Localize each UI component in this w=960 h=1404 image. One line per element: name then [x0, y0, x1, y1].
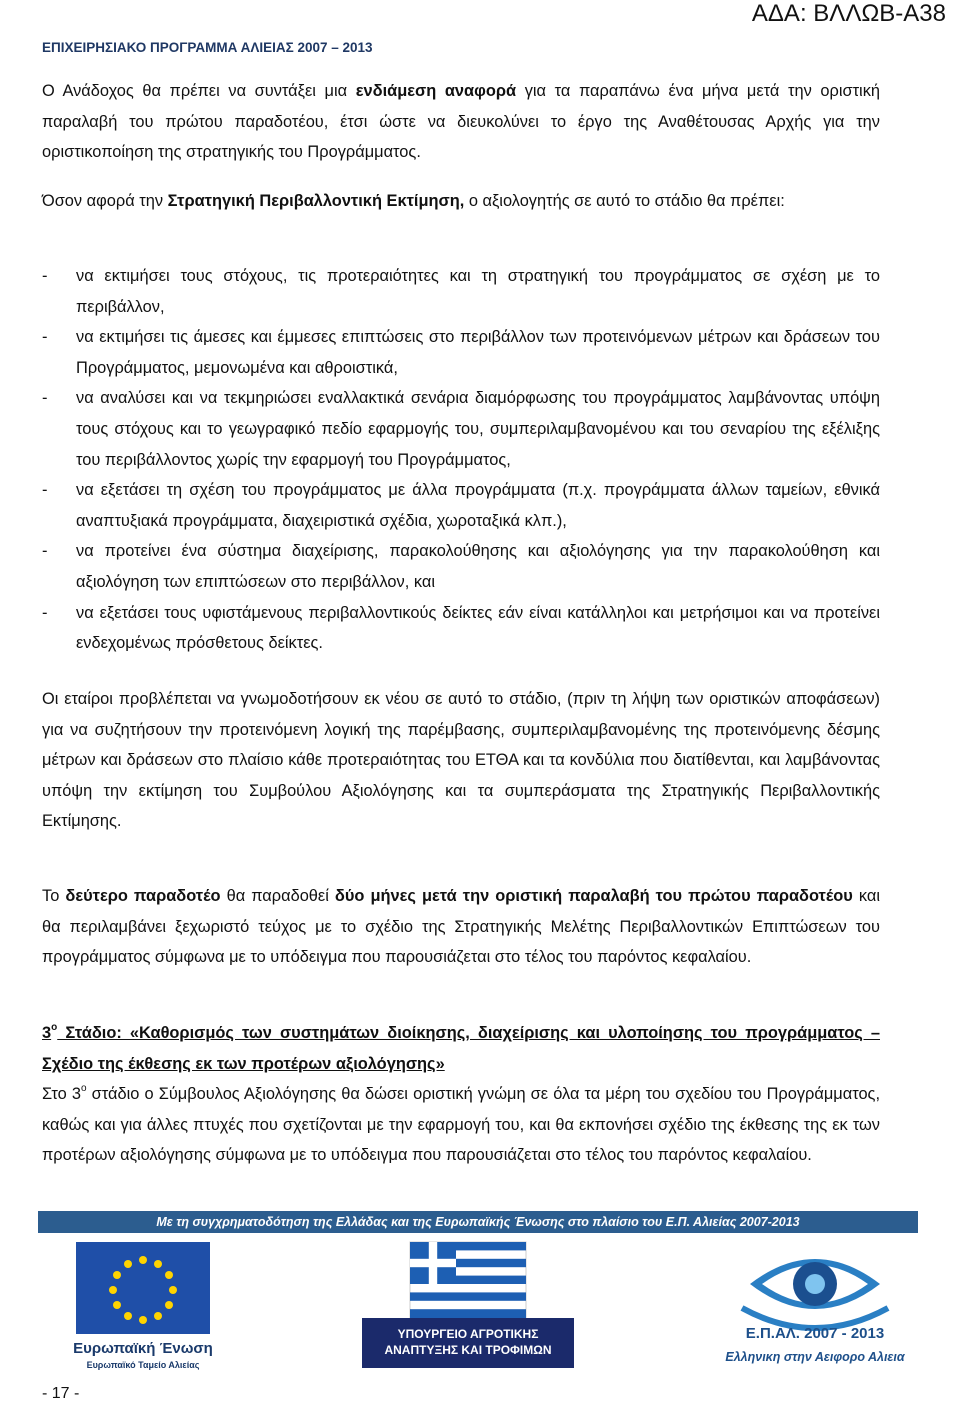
- stage-number-sup: ο: [51, 1022, 58, 1033]
- list-item-text: να εκτιμήσει τους στόχους, τις προτεραιότητες και τη στρατηγική του προγράμματος σε σχέση με το περιβάλλον,: [76, 267, 880, 316]
- bullet-dash: -: [42, 542, 48, 561]
- paragraph-text: Στο 3: [42, 1085, 81, 1103]
- bullet-dash: -: [42, 389, 48, 408]
- page-number: - 17 -: [42, 1385, 80, 1402]
- eu-logo-title: Ευρωπαϊκή Ένωση: [73, 1340, 213, 1357]
- epal-subtitle: Ελληνικη στην Αειφορο Αλιεια: [725, 1350, 905, 1364]
- bullet-dash: -: [42, 481, 48, 500]
- stage-number: 3: [42, 1024, 52, 1042]
- epal-title: Ε.Π.ΑΛ. 2007 - 2013: [745, 1325, 885, 1342]
- ministry-label: [362, 1318, 574, 1368]
- paragraph-text: για τα παραπάνω ένα μήνα μετά την οριστική παραλαβή του πρώτου παραδοτέου, έτσι ώστε να διευκολύνει το έργο της Αναθέτουσας Αρχής για την οριστικοποίηση της στρατηγικής του Προγράμματος.: [42, 82, 881, 162]
- paragraph-partners: Οι εταίροι προβλέπεται να γνωμοδοτήσουν εκ νέου σε αυτό το στάδιο, (πριν τη λήψη των οριστικών αποφάσεων) για να συζητήσουν την προτεινόμενη λογική της παρέμβασης, συμπεριλαμβανομένης της προτεινόμενης δέσμης μέτρων και δράσεων στο πλαίσιο κάθε προτεραιότητας του ΕΤΘΑ και τα κονδύλια που διατίθενται, και λαμβάνοντας υπόψη την εκτίμηση του Συμβούλου Αξιολόγησης και τα συμπεράσματα της Στρατηγικής Περιβαλλοντικής Εκτίμησης.: [42, 690, 880, 831]
- program-title: ΕΠΙΧΕΙΡΗΣΙΑΚΟ ΠΡΟΓΡΑΜΜΑ ΑΛΙΕΙΑΣ 2007 – 2013: [42, 40, 373, 55]
- list-item-text: να αναλύσει και να τεκμηριώσει εναλλακτικά σενάρια διαμόρφωσης του προγράμματος λαμβάνοντας υπόψη τους στόχους και το γεωγραφικό πεδίο εφαρμογής του, συμπεριλαμβανομένου και του σεναρίου της εξέλιξης του περιβάλλοντος χωρίς την εφαρμογή του Προγράμματος,: [76, 389, 880, 469]
- paragraph-text: και θα περιλαμβάνει ξεχωριστό τεύχος με το σχέδιο της Στρατηγικής Μελέτης Περιβαλλοντικών Επιπτώσεων του προγράμματος σύμφωνα με το υπόδειγμα που παρουσιάζεται στο τέλος του παρόντος κεφαλαίου.: [42, 887, 880, 967]
- paragraph-text: στάδιο ο Σύμβουλος Αξιολόγησης θα δώσει οριστική γνώμη σε όλα τα μέρη του σχεδίου του Προγράμματος, καθώς και για άλλες πτυχές που σχετίζονται με την εφαρμογή του, και θα εκπονήσει σχέδιο της έκθεσης της εκ των προτέρων αξιολόγησης σύμφωνα με το υπόδειγμα που παρουσιάζεται στο τέλος του παρόντος κεφαλαίου.: [42, 1085, 881, 1165]
- list-item: [42, 383, 880, 475]
- bullet-dash: -: [42, 267, 48, 285]
- bold-term: δεύτερο παραδοτέο: [65, 887, 221, 905]
- bold-term: ενδιάμεση αναφορά: [355, 82, 517, 100]
- ministry-line-1: ΥΠΟΥΡΓΕΙΟ ΑΓΡΟΤΙΚΗΣ: [397, 1327, 539, 1341]
- paragraph-text: θα παραδοθεί: [220, 887, 335, 905]
- ada-code: ΑΔΑ: ΒΛΛΩΒ-Α38: [751, 0, 946, 27]
- stage-title: Στάδιο: «Καθορισμός των συστημάτων διοίκησης, διαχείρισης και υλοποίησης του προγράμματος – Σχέδιο της έκθεσης εκ των προτέρων αξιολόγησης»: [42, 1024, 880, 1073]
- list-item: [42, 536, 880, 597]
- list-item: [42, 598, 880, 659]
- list-item-text: να εξετάσει τη σχέση του προγράμματος με άλλα προγράμματα (π.χ. προγράμματα άλλων ταμείων, εθνικά αναπτυξιακά προγράμματα, διαχειριστικά σχέδια, χωροταξικά κλπ.),: [76, 481, 880, 530]
- list-item-text: να προτείνει ένα σύστημα διαχείρισης, παρακολούθησης και αξιολόγησης για την παρακολούθηση και αξιολόγηση των επιπτώσεων στο περιβάλλον, και: [76, 542, 880, 591]
- paragraph-text: ο αξιολογητής σε αυτό το στάδιο θα πρέπει:: [464, 192, 785, 210]
- stage-3-heading: [42, 1018, 880, 1079]
- paragraph-text: Όσον αφορά την: [42, 192, 168, 210]
- ministry-line-2: ΑΝΑΠΤΥΞΗΣ ΚΑΙ ΤΡΟΦΙΜΩΝ: [384, 1343, 552, 1357]
- cofunding-banner: Με τη συγχρηματοδότηση της Ελλάδας και της Ευρωπαϊκής Ένωσης στο πλαίσιο του Ε.Π. Αλιείας 2007-2013: [38, 1211, 918, 1233]
- bullet-dash: -: [42, 328, 48, 347]
- paragraph-stage-3: [42, 1079, 880, 1171]
- bullet-list: [42, 261, 880, 659]
- list-item-text: να εκτιμήσει τις άμεσες και έμμεσες επιπτώσεις στο περιβάλλον των προτεινόμενων μέτρων και δράσεων του Προγράμματος, μεμονωμένα και αθροιστικά,: [76, 328, 880, 377]
- list-item: [42, 322, 880, 383]
- list-item-text: να εξετάσει τους υφιστάμενους περιβαλλοντικούς δείκτες εάν είναι κατάλληλοι και μετρήσιμοι και να προτείνει ενδεχομένως πρόσθετους δείκτες.: [76, 603, 880, 653]
- eu-logo-subtitle: Ευρωπαϊκό Ταμείο Αλιείας: [86, 1360, 200, 1370]
- list-item: [42, 475, 880, 536]
- paragraph-interim-report: [42, 76, 880, 168]
- bold-term: δύο μήνες μετά την οριστική παραλαβή του πρώτου παραδοτέου: [334, 887, 853, 905]
- paragraph-sea-intro: [42, 186, 880, 217]
- list-item: [42, 261, 880, 322]
- paragraph-text: Ο Ανάδοχος θα πρέπει να συντάξει μια: [42, 82, 356, 100]
- superscript: ο: [80, 1083, 87, 1094]
- paragraph-second-deliverable: [42, 881, 880, 973]
- paragraph-text: Το: [42, 887, 66, 905]
- bullet-dash: -: [42, 603, 48, 622]
- bold-term: Στρατηγική Περιβαλλοντική Εκτίμηση,: [167, 192, 465, 210]
